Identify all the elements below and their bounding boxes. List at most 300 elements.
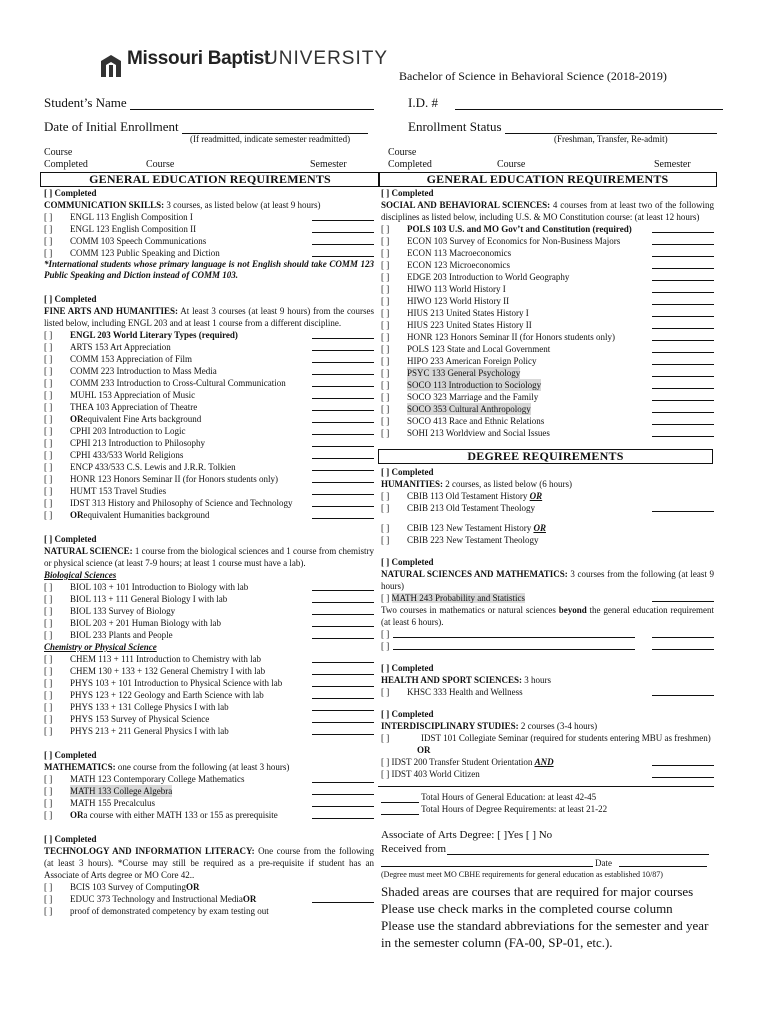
semester-blank[interactable] bbox=[312, 709, 374, 711]
checkbox[interactable]: [ ] bbox=[44, 678, 53, 688]
course-name: ENGL 123 English Composition II bbox=[70, 224, 197, 234]
total-deg-blank[interactable] bbox=[381, 804, 419, 815]
list-item[interactable] bbox=[44, 605, 374, 617]
semester-blank[interactable] bbox=[312, 721, 374, 723]
total-deg-row bbox=[381, 803, 714, 815]
list-item[interactable] bbox=[44, 665, 374, 677]
list-item[interactable] bbox=[381, 490, 714, 502]
semester-blank[interactable] bbox=[312, 243, 374, 245]
list-item[interactable] bbox=[44, 485, 374, 497]
checkbox[interactable]: [ ] bbox=[381, 733, 390, 743]
hum-completed[interactable]: [ ] Completed bbox=[381, 467, 434, 477]
course-name: COMM 123 Public Speaking and Diction bbox=[70, 248, 220, 258]
list-item[interactable] bbox=[381, 686, 714, 698]
semester-blank[interactable] bbox=[312, 421, 374, 423]
list-item[interactable] bbox=[381, 732, 714, 744]
checkbox[interactable]: [ ] bbox=[44, 510, 53, 520]
semester-blank[interactable] bbox=[652, 776, 714, 778]
checkbox[interactable]: [ ] bbox=[44, 606, 53, 616]
semester-blank[interactable] bbox=[652, 303, 714, 305]
checkbox[interactable]: [ ] bbox=[381, 272, 390, 282]
checkbox[interactable]: [ ] bbox=[381, 757, 390, 767]
list-item[interactable] bbox=[381, 502, 714, 514]
list-item[interactable] bbox=[44, 497, 374, 509]
total-gen-label: Total Hours of General Education: at least 42-45 bbox=[421, 792, 597, 802]
checkbox[interactable]: [ ] bbox=[44, 402, 53, 412]
list-item[interactable] bbox=[381, 295, 714, 307]
semester-blank[interactable] bbox=[312, 613, 374, 615]
checkbox[interactable]: [ ] bbox=[381, 523, 390, 533]
student-name-label: Student’s Name bbox=[44, 95, 127, 110]
list-item[interactable] bbox=[381, 415, 714, 427]
checkbox[interactable]: [ ] bbox=[44, 212, 53, 222]
list-item[interactable] bbox=[381, 592, 714, 604]
course-name: HIPO 233 American Foreign Policy bbox=[407, 356, 537, 366]
checkbox[interactable]: [ ] bbox=[381, 769, 390, 779]
course-name: SOCO 413 Race and Ethnic Relations bbox=[407, 416, 545, 426]
semester-blank[interactable] bbox=[312, 219, 374, 221]
semester-blank[interactable] bbox=[312, 457, 374, 459]
course-name: HONR 123 Honors Seminar II (for Honors students only) bbox=[70, 474, 278, 484]
semester-blank[interactable] bbox=[312, 373, 374, 375]
semester-blank[interactable] bbox=[312, 409, 374, 411]
checkbox[interactable]: [ ] bbox=[44, 702, 53, 712]
course-name: CHEM 113 + 111 Introduction to Chemistry with lab bbox=[70, 654, 262, 664]
checkbox[interactable]: [ ] bbox=[44, 462, 53, 472]
checkbox[interactable]: [ ] bbox=[44, 894, 53, 904]
list-item[interactable] bbox=[381, 343, 714, 355]
note-2: Please use check marks in the completed course column bbox=[381, 901, 673, 916]
semester-blank[interactable] bbox=[312, 505, 374, 507]
status-note: (Freshman, Transfer, Re-admit) bbox=[554, 134, 668, 144]
course-name: SOCO 113 Introduction to Sociology bbox=[407, 380, 542, 390]
list-item[interactable] bbox=[381, 756, 714, 768]
checkbox[interactable]: [ ] bbox=[44, 354, 53, 364]
list-item[interactable] bbox=[44, 461, 374, 473]
list-item[interactable] bbox=[44, 365, 374, 377]
hss-desc: 3 hours bbox=[521, 675, 551, 685]
or-label: OR bbox=[70, 810, 84, 820]
received-field-2[interactable] bbox=[381, 865, 593, 867]
course-name: ENGL 203 World Literary Types (required) bbox=[70, 330, 238, 340]
ids-heading: INTERDISCIPLINARY STUDIES: bbox=[381, 721, 519, 731]
list-item[interactable] bbox=[44, 725, 374, 737]
nsm-completed[interactable]: [ ] Completed bbox=[381, 557, 434, 567]
checkbox[interactable]: [ ] bbox=[381, 236, 390, 246]
semester-blank[interactable] bbox=[312, 397, 374, 399]
checkbox[interactable]: [ ] bbox=[381, 320, 390, 330]
course-name: CBIB 223 New Testament Theology bbox=[407, 535, 539, 545]
course-name: proof of demonstrated competency by exam testing out bbox=[70, 906, 269, 916]
list-item[interactable] bbox=[44, 773, 374, 785]
or-label: OR bbox=[70, 510, 84, 520]
checkbox[interactable]: [ ] bbox=[44, 774, 53, 784]
list-item[interactable] bbox=[44, 401, 374, 413]
semester-blank[interactable] bbox=[652, 387, 714, 389]
or-label: OR bbox=[529, 491, 543, 501]
checkbox[interactable]: [ ] bbox=[44, 882, 53, 892]
semester-blank[interactable] bbox=[652, 411, 714, 413]
semester-blank[interactable] bbox=[652, 315, 714, 317]
semester-blank[interactable] bbox=[312, 697, 374, 699]
hum-desc: 2 courses, as listed below (6 hours) bbox=[443, 479, 572, 489]
checkbox[interactable]: [ ] bbox=[44, 810, 53, 820]
list-item[interactable] bbox=[44, 701, 374, 713]
semester-blank[interactable] bbox=[312, 589, 374, 591]
nsm-two-post: the general education requirement (at least 6 hours). bbox=[381, 605, 714, 627]
col-completed-label: Completed bbox=[44, 159, 88, 170]
semester-blank[interactable] bbox=[312, 385, 374, 387]
course-name: BIOL 203 + 201 Human Biology with lab bbox=[70, 618, 221, 628]
semester-blank[interactable] bbox=[652, 636, 714, 638]
list-item[interactable] bbox=[44, 581, 374, 593]
list-item[interactable] bbox=[44, 809, 374, 821]
list-item[interactable] bbox=[381, 640, 714, 652]
checkbox[interactable]: [ ] bbox=[381, 629, 390, 639]
tech-completed[interactable]: [ ] Completed bbox=[44, 834, 97, 844]
soc-completed[interactable]: [ ] Completed bbox=[381, 188, 434, 198]
or-label: OR bbox=[186, 882, 200, 892]
checkbox[interactable]: [ ] bbox=[44, 786, 53, 796]
checkbox[interactable]: [ ] bbox=[381, 332, 390, 342]
semester-blank[interactable] bbox=[652, 510, 714, 512]
semester-blank[interactable] bbox=[312, 805, 374, 807]
received-row bbox=[381, 843, 714, 857]
checkbox[interactable]: [ ] bbox=[381, 687, 390, 697]
semester-blank[interactable] bbox=[312, 481, 374, 483]
semester-blank[interactable] bbox=[652, 255, 714, 257]
course-name: MUHL 153 Appreciation of Music bbox=[70, 390, 196, 400]
list-item[interactable] bbox=[381, 331, 714, 343]
nat-heading: NATURAL SCIENCE: bbox=[44, 546, 133, 556]
course-name: ECON 123 Microeconomics bbox=[407, 260, 510, 270]
checkbox[interactable]: [ ] bbox=[44, 248, 53, 258]
checkbox[interactable]: [ ] bbox=[381, 308, 390, 318]
semester-blank[interactable] bbox=[312, 793, 374, 795]
semester-blank[interactable] bbox=[312, 685, 374, 687]
list-item[interactable] bbox=[44, 797, 374, 809]
list-item[interactable] bbox=[44, 437, 374, 449]
semester-blank[interactable] bbox=[652, 291, 714, 293]
checkbox[interactable]: [ ] bbox=[44, 342, 53, 352]
checkbox[interactable]: [ ] bbox=[381, 356, 390, 366]
checkbox[interactable]: [ ] bbox=[44, 390, 53, 400]
course-name: CBIB 123 New Testament History bbox=[407, 523, 534, 533]
col-course2-label-right: Course bbox=[497, 159, 526, 170]
semester-blank[interactable] bbox=[312, 637, 374, 639]
list-item[interactable] bbox=[381, 307, 714, 319]
course-name: EDUC 373 Technology and Instructional Media bbox=[70, 894, 243, 904]
checkbox[interactable]: [ ] bbox=[381, 392, 390, 402]
list-item[interactable] bbox=[381, 247, 714, 259]
list-item[interactable] bbox=[44, 677, 374, 689]
list-item[interactable] bbox=[44, 653, 374, 665]
course-name: BIOL 133 Survey of Biology bbox=[70, 606, 176, 616]
nat-desc: 1 course from the biological sciences and 1 course from chemistry or physical science (at least 7-9 hours; at least 1 course must have a lab). bbox=[44, 546, 374, 568]
math-completed[interactable]: [ ] Completed bbox=[44, 750, 97, 760]
course-name: SOHI 213 Worldview and Social Issues bbox=[407, 428, 550, 438]
checkbox[interactable]: [ ] bbox=[44, 618, 53, 628]
list-item[interactable] bbox=[44, 449, 374, 461]
checkbox[interactable]: [ ] bbox=[44, 906, 53, 916]
list-item[interactable] bbox=[381, 355, 714, 367]
course-name: BIOL 233 Plants and People bbox=[70, 630, 173, 640]
checkbox[interactable]: [ ] bbox=[44, 474, 53, 484]
course-name: HUMT 153 Travel Studies bbox=[70, 486, 167, 496]
list-item[interactable] bbox=[381, 319, 714, 331]
semester-blank[interactable] bbox=[652, 243, 714, 245]
list-item[interactable] bbox=[381, 534, 714, 546]
list-item[interactable] bbox=[44, 413, 374, 425]
checkbox[interactable]: [ ] bbox=[44, 690, 53, 700]
checkbox[interactable]: [ ] bbox=[44, 330, 53, 340]
semester-blank[interactable] bbox=[312, 673, 374, 675]
semester-blank[interactable] bbox=[652, 694, 714, 696]
list-item[interactable] bbox=[44, 689, 374, 701]
chem-subheading: Chemistry or Physical Science bbox=[44, 642, 157, 652]
list-item[interactable] bbox=[381, 367, 714, 379]
list-item[interactable] bbox=[44, 473, 374, 485]
semester-blank[interactable] bbox=[652, 267, 714, 269]
soc-list bbox=[381, 223, 714, 439]
received-field[interactable] bbox=[447, 853, 709, 855]
semester-blank[interactable] bbox=[312, 601, 374, 603]
right-column bbox=[381, 187, 714, 951]
checkbox[interactable]: [ ] bbox=[44, 798, 53, 808]
course-name: SOCO 323 Marriage and the Family bbox=[407, 392, 539, 402]
semester-blank[interactable] bbox=[312, 817, 374, 819]
list-item[interactable] bbox=[44, 247, 374, 259]
student-name-field[interactable] bbox=[130, 97, 374, 110]
checkbox[interactable]: [ ] bbox=[44, 582, 53, 592]
course-name: ARTS 153 Art Appreciation bbox=[70, 342, 171, 352]
semester-blank[interactable] bbox=[312, 469, 374, 471]
id-field[interactable] bbox=[455, 97, 723, 110]
list-item[interactable] bbox=[44, 211, 374, 223]
list-item[interactable] bbox=[44, 713, 374, 725]
checkbox[interactable]: [ ] bbox=[381, 641, 390, 651]
semester-blank[interactable] bbox=[652, 423, 714, 425]
semester-blank[interactable] bbox=[312, 433, 374, 435]
list-item[interactable] bbox=[381, 391, 714, 403]
course-name: IDST 200 Transfer Student Orientation bbox=[391, 757, 535, 767]
list-item[interactable] bbox=[381, 235, 714, 247]
course-name: POLS 123 State and Local Government bbox=[407, 344, 551, 354]
math-desc: one course from the following (at least 3 hours) bbox=[115, 762, 290, 772]
list-item[interactable] bbox=[44, 235, 374, 247]
checkbox[interactable]: [ ] bbox=[44, 224, 53, 234]
semester-blank[interactable] bbox=[312, 733, 374, 735]
semester-blank[interactable] bbox=[652, 363, 714, 365]
semester-blank[interactable] bbox=[652, 764, 714, 766]
checkbox[interactable]: [ ] bbox=[44, 666, 53, 676]
semester-blank[interactable] bbox=[312, 231, 374, 233]
list-item[interactable] bbox=[381, 427, 714, 439]
course-name: a course with either MATH 133 or 155 as prerequisite bbox=[83, 810, 278, 820]
checkbox[interactable]: [ ] bbox=[381, 224, 390, 234]
list-item[interactable] bbox=[44, 629, 374, 641]
course-name: IDST 101 Collegiate Seminar (required for students entering MBU as freshmen) bbox=[421, 733, 711, 743]
checkbox[interactable]: [ ] bbox=[44, 438, 53, 448]
course-name: HIWO 123 World History II bbox=[407, 296, 510, 306]
list-item[interactable] bbox=[44, 785, 374, 797]
course-name: PHYS 213 + 211 General Physics I with lab bbox=[70, 726, 229, 736]
course-name: CHEM 130 + 133 + 132 General Chemistry I with lab bbox=[70, 666, 266, 676]
course-name: PHYS 133 + 131 College Physics I with lab bbox=[70, 702, 229, 712]
checkbox[interactable]: [ ] bbox=[381, 503, 390, 513]
and-label: AND bbox=[534, 757, 554, 767]
semester-blank[interactable] bbox=[312, 349, 374, 351]
checkbox[interactable]: [ ] bbox=[381, 296, 390, 306]
list-item[interactable] bbox=[44, 425, 374, 437]
course-name: BIOL 103 + 101 Introduction to Biology with lab bbox=[70, 582, 249, 592]
bio-subheading: Biological Sciences bbox=[44, 570, 117, 580]
semester-blank[interactable] bbox=[652, 351, 714, 353]
checkbox[interactable]: [ ] bbox=[44, 654, 53, 664]
semester-blank[interactable] bbox=[312, 361, 374, 363]
checkbox[interactable]: [ ] bbox=[44, 486, 53, 496]
course-name: CBIB 213 Old Testament Theology bbox=[407, 503, 536, 513]
list-item[interactable] bbox=[381, 271, 714, 283]
list-item[interactable] bbox=[44, 353, 374, 365]
checkbox[interactable]: [ ] bbox=[44, 726, 53, 736]
checkbox[interactable]: [ ] bbox=[381, 404, 390, 414]
checkbox[interactable]: [ ] bbox=[381, 593, 390, 603]
list-item[interactable] bbox=[44, 893, 374, 905]
list-item[interactable] bbox=[381, 522, 714, 534]
nsm-two-pre: Two courses in mathematics or natural sciences bbox=[381, 605, 559, 615]
checkbox[interactable]: [ ] bbox=[381, 248, 390, 258]
list-item[interactable] bbox=[381, 768, 714, 780]
course-blank[interactable] bbox=[393, 636, 635, 638]
course-name: IDST 313 History and Philosophy of Science and Technology bbox=[70, 498, 293, 508]
course-blank[interactable] bbox=[393, 648, 635, 650]
checkbox[interactable]: [ ] bbox=[44, 594, 53, 604]
comm-completed[interactable]: [ ] Completed bbox=[44, 188, 97, 198]
list-item[interactable] bbox=[44, 881, 374, 893]
checkbox[interactable]: [ ] bbox=[44, 426, 53, 436]
checkbox[interactable]: [ ] bbox=[381, 416, 390, 426]
course-name: SOCO 353 Cultural Anthropology bbox=[407, 404, 531, 414]
intl-note: *International students whose primary language is not English should take COMM 123 Public Speaking and Diction instead of COMM 103. bbox=[44, 259, 374, 280]
semester-blank[interactable] bbox=[652, 231, 714, 233]
list-item[interactable] bbox=[381, 259, 714, 271]
hss-completed[interactable]: [ ] Completed bbox=[381, 663, 434, 673]
semester-blank[interactable] bbox=[312, 901, 374, 903]
list-item[interactable] bbox=[44, 509, 374, 521]
date-field[interactable] bbox=[619, 865, 707, 867]
nat-completed[interactable]: [ ] Completed bbox=[44, 534, 97, 544]
list-item[interactable] bbox=[381, 628, 714, 640]
fine-completed[interactable]: [ ] Completed bbox=[44, 294, 97, 304]
semester-blank[interactable] bbox=[652, 435, 714, 437]
math-list bbox=[44, 773, 374, 821]
list-item[interactable] bbox=[381, 283, 714, 295]
checkbox[interactable]: [ ] bbox=[381, 535, 390, 545]
list-item[interactable] bbox=[44, 377, 374, 389]
course-name: CPHI 203 Introduction to Logic bbox=[70, 426, 186, 436]
list-item[interactable] bbox=[44, 617, 374, 629]
checkbox[interactable]: [ ] bbox=[44, 378, 53, 388]
list-item[interactable] bbox=[44, 905, 374, 917]
bio-list bbox=[44, 581, 374, 641]
col-semester-label-right: Semester bbox=[654, 159, 691, 170]
checkbox[interactable]: [ ] bbox=[381, 260, 390, 270]
ids-completed[interactable]: [ ] Completed bbox=[381, 709, 434, 719]
semester-blank[interactable] bbox=[312, 255, 374, 257]
readmit-note: (If readmitted, indicate semester readmitted) bbox=[190, 134, 351, 144]
checkbox[interactable]: [ ] bbox=[381, 491, 390, 501]
course-name: HONR 123 Honors Seminar II (for Honors students only) bbox=[407, 332, 615, 342]
course-name: CPHI 213 Introduction to Philosophy bbox=[70, 438, 206, 448]
semester-blank[interactable] bbox=[312, 661, 374, 663]
checkbox[interactable]: [ ] bbox=[44, 630, 53, 640]
checkbox[interactable]: [ ] bbox=[44, 414, 53, 424]
semester-blank[interactable] bbox=[652, 279, 714, 281]
semester-blank[interactable] bbox=[312, 781, 374, 783]
checkbox[interactable]: [ ] bbox=[44, 366, 53, 376]
checkbox[interactable]: [ ] bbox=[44, 498, 53, 508]
semester-blank[interactable] bbox=[652, 339, 714, 341]
list-item[interactable] bbox=[44, 341, 374, 353]
semester-blank[interactable] bbox=[312, 445, 374, 447]
date-label: Date bbox=[595, 858, 612, 868]
semester-blank[interactable] bbox=[312, 625, 374, 627]
list-item[interactable] bbox=[381, 379, 714, 391]
semester-blank[interactable] bbox=[652, 648, 714, 650]
semester-blank[interactable] bbox=[652, 600, 714, 602]
course-name: BIOL 113 + 111 General Biology I with lab bbox=[70, 594, 228, 604]
course-name: MATH 133 College Algebra bbox=[70, 786, 173, 796]
checkbox[interactable]: [ ] bbox=[44, 236, 53, 246]
checkbox[interactable]: [ ] bbox=[44, 450, 53, 460]
math-heading: MATHEMATICS: bbox=[44, 762, 116, 772]
list-item[interactable] bbox=[381, 223, 714, 235]
col-semester-label: Semester bbox=[310, 159, 347, 170]
course-name: MATH 123 Contemporary College Mathematics bbox=[70, 774, 245, 784]
id-label: I.D. # bbox=[408, 95, 438, 110]
semester-blank[interactable] bbox=[652, 327, 714, 329]
course-name: COMM 103 Speech Communications bbox=[70, 236, 207, 246]
checkbox[interactable]: [ ] bbox=[44, 714, 53, 724]
aa-degree[interactable]: Associate of Arts Degree: [ ]Yes [ ] No bbox=[381, 829, 553, 841]
semester-blank[interactable] bbox=[312, 337, 374, 339]
enroll-date-row bbox=[44, 119, 384, 134]
semester-blank[interactable] bbox=[652, 399, 714, 401]
course-name: ECON 113 Macroeconomics bbox=[407, 248, 512, 258]
course-name: PHYS 123 + 122 Geology and Earth Science with lab bbox=[70, 690, 264, 700]
semester-blank[interactable] bbox=[312, 517, 374, 519]
enroll-status-row bbox=[408, 119, 728, 134]
checkbox[interactable]: [ ] bbox=[381, 368, 390, 378]
list-item[interactable] bbox=[381, 403, 714, 415]
total-gen-blank[interactable] bbox=[381, 792, 419, 803]
checkbox[interactable]: [ ] bbox=[381, 284, 390, 294]
soc-heading: SOCIAL AND BEHAVIORAL SCIENCES: bbox=[381, 200, 551, 210]
list-item[interactable] bbox=[44, 223, 374, 235]
list-item[interactable] bbox=[44, 329, 374, 341]
list-item[interactable] bbox=[44, 593, 374, 605]
checkbox[interactable]: [ ] bbox=[381, 344, 390, 354]
aa-note: (Degree must meet MO CBHE requirements for general education as established 10/87) bbox=[381, 870, 663, 879]
semester-blank[interactable] bbox=[652, 375, 714, 377]
checkbox[interactable]: [ ] bbox=[381, 380, 390, 390]
semester-blank[interactable] bbox=[312, 493, 374, 495]
list-item[interactable] bbox=[44, 389, 374, 401]
left-column bbox=[44, 187, 374, 917]
logo-name: Missouri Baptist bbox=[127, 48, 270, 69]
checkbox[interactable]: [ ] bbox=[381, 428, 390, 438]
